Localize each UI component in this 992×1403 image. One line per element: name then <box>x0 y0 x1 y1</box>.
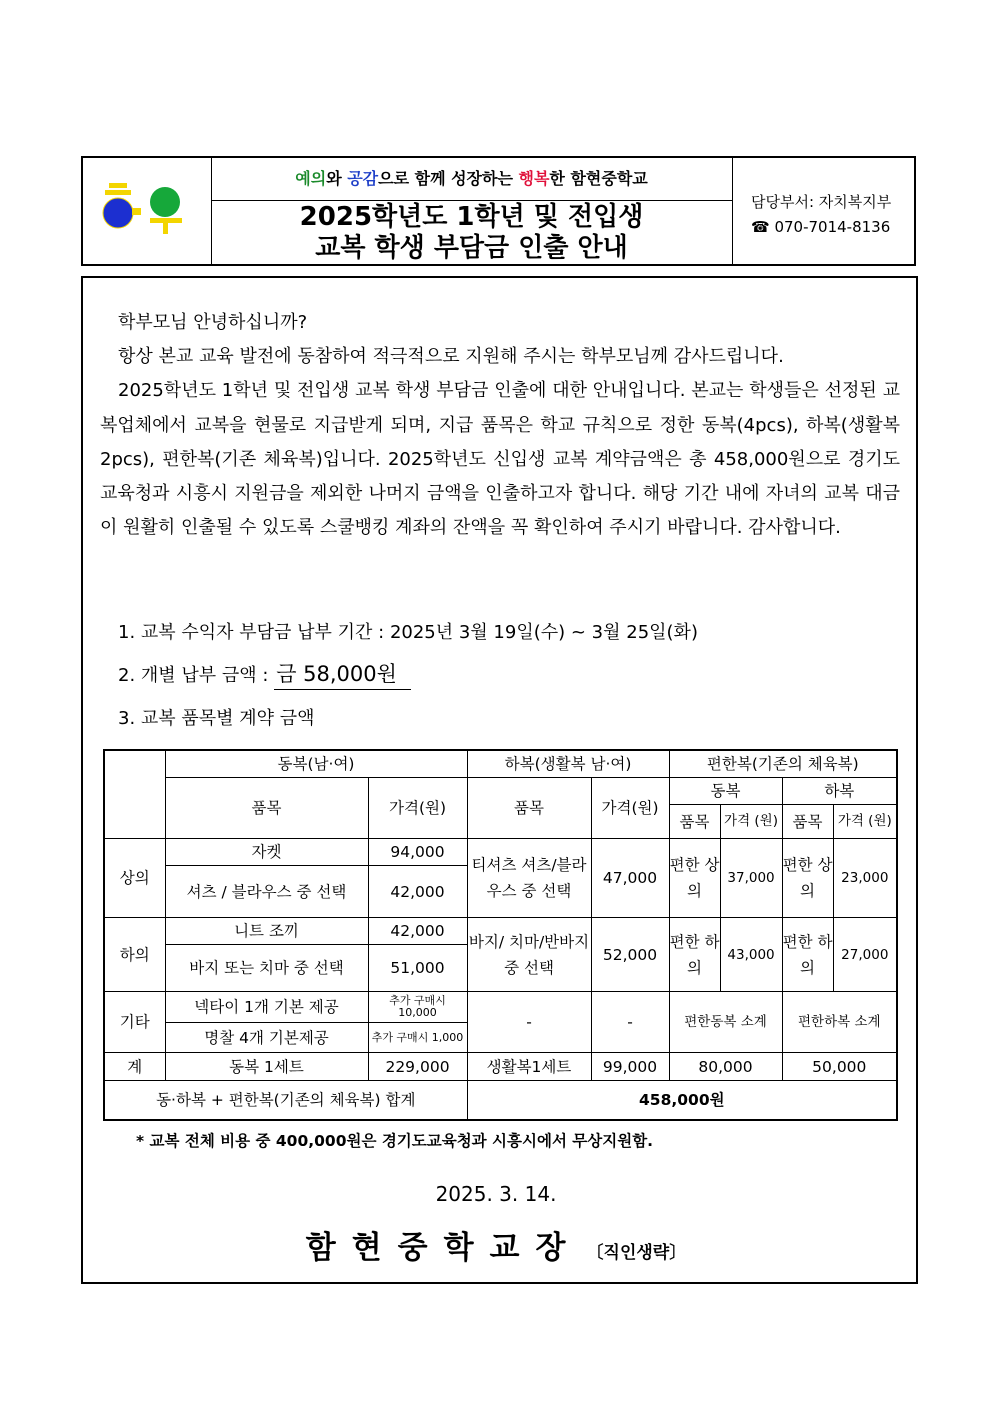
summer-price: - <box>591 992 669 1053</box>
winter-price: 추가 구매시 1,000 <box>368 1023 467 1053</box>
row-label-bottom: 하의 <box>104 918 165 992</box>
winter-item: 넥타이 1개 기본 제공 <box>165 992 368 1023</box>
slogan-word-happiness: 행복 <box>518 169 550 188</box>
header-winter: 동복(남·여) <box>165 750 467 778</box>
contact-info <box>733 158 914 264</box>
comfort-item: 편한 하의 <box>669 918 720 992</box>
comfort-summer-price: 23,000 <box>833 839 897 918</box>
comfort-summer-price: 27,000 <box>833 918 897 992</box>
payment-amount: 금 58,000원 <box>274 658 411 690</box>
comfort-item: 편한 상의 <box>782 839 833 918</box>
principal-name: 함현중학교장 <box>305 1230 582 1266</box>
winter-price: 42,000 <box>368 866 467 918</box>
winter-item: 니트 조끼 <box>165 918 368 945</box>
winter-item: 바지 또는 치마 중 선택 <box>165 945 368 992</box>
summer-item: 바지/ 치마/반바지 중 선택 <box>467 918 591 992</box>
winter-price: 42,000 <box>368 918 467 945</box>
comfort-summer-subtotal-label: 편한하복 소계 <box>782 992 897 1053</box>
comfort-item: 편한 상의 <box>669 839 720 918</box>
comfort-winter-price: 37,000 <box>720 839 782 918</box>
title-line-1: 2025학년도 1학년 및 전입생 <box>299 202 644 232</box>
slogan-text: 으로 함께 성장하는 <box>378 169 519 188</box>
header-comfort-summer: 하복 <box>782 778 897 805</box>
header-item: 품목 <box>467 778 591 839</box>
contract-amount-heading: 3. 교복 품목별 계약 금액 <box>118 708 315 729</box>
school-logo-icon <box>83 158 211 264</box>
summer-price: 52,000 <box>591 918 669 992</box>
header-comfort: 편한복(기존의 체육복) <box>669 750 897 778</box>
payment-period: 1. 교복 수익자 부담금 납부 기간 : 2025년 3월 19일(수) ~ 3월 25일(화) <box>118 622 698 643</box>
department: 담당부서: 자치복지부 <box>751 193 892 211</box>
slogan-word-courtesy: 예의 <box>295 169 327 188</box>
notice-paragraph: 2025학년도 1학년 및 전입생 교복 학생 부담금 인출에 대한 안내입니다. 본교는 학생들은 선정된 교복업체에서 교복을 현물로 지급받게 되며, 지급 품목은 학교 규칙으로 정한 동복(4pcs), 하복(생활복 2pcs), 편한복(기존 체육복)입니다. 2025학년도 신입생 교복 계약금액은 총 458,000원으로 경기도교육청과 시흥시 지원금을 제외한 나머지 금액을 인출하고자 합니다. 해당 기간 내에 자녀의 교복 대금이 원활히 인출될 수 있도록 스쿨뱅킹 계좌의 잔액을 꼭 확인하여 주시기 바랍니다. 감사합니다. <box>100 380 900 539</box>
slogan-word-empathy: 공감 <box>347 169 379 188</box>
winter-price: 94,000 <box>368 839 467 866</box>
issue-date: 2025. 3. 14. <box>435 1182 557 1206</box>
school-logo <box>83 158 212 264</box>
page-title <box>211 202 732 264</box>
thanks-paragraph: 항상 본교 교육 발전에 동참하여 적극적으로 지원해 주시는 학부모님께 감사드립니다. <box>118 346 784 368</box>
winter-price: 51,000 <box>368 945 467 992</box>
summer-total: 99,000 <box>591 1053 669 1081</box>
winter-item: 셔츠 / 블라우스 중 선택 <box>165 866 368 918</box>
row-label-top: 상의 <box>104 839 165 918</box>
summer-price: 47,000 <box>591 839 669 918</box>
payment-amount-label: 2. 개별 납부 금액 : <box>118 665 275 686</box>
winter-price: 추가 구매시 10,000 <box>368 992 467 1023</box>
slogan-text: 한 함현중학교 <box>549 169 648 188</box>
document-header <box>81 156 916 266</box>
header-price: 가격(원) <box>368 778 467 839</box>
comfort-winter-price: 43,000 <box>720 918 782 992</box>
summer-total-label: 생활복1세트 <box>467 1053 591 1081</box>
comfort-winter-subtotal-label: 편한동복 소계 <box>669 992 782 1053</box>
header-item: 품목 <box>669 805 720 839</box>
corner-cell <box>104 750 165 839</box>
header-price: 가격 (원) <box>833 805 897 839</box>
signature-line <box>0 1222 992 1267</box>
intro-text <box>100 306 900 545</box>
seal-omitted: 〔직인생략〕 <box>586 1243 687 1263</box>
winter-item: 명찰 4개 기본제공 <box>165 1023 368 1053</box>
grand-total-label: 동·하복 + 편한복(기존의 체육복) 합계 <box>104 1081 467 1121</box>
header-item: 품목 <box>782 805 833 839</box>
school-slogan <box>211 158 732 201</box>
subsidy-note: * 교복 전체 비용 중 400,000원은 경기도교육청과 시흥시에서 무상지원함. <box>136 1132 654 1150</box>
slogan-text: 와 <box>326 169 348 188</box>
summer-item: 티셔츠 셔츠/블라우스 중 선택 <box>467 839 591 918</box>
winter-total-label: 동복 1세트 <box>165 1053 368 1081</box>
winter-total: 229,000 <box>368 1053 467 1081</box>
greeting: 학부모님 안녕하십니까? <box>118 312 308 333</box>
row-label-etc: 기타 <box>104 992 165 1053</box>
header-price: 가격(원) <box>591 778 669 839</box>
comfort-winter-total: 80,000 <box>669 1053 782 1081</box>
header-summer: 하복(생활복 남·여) <box>467 750 669 778</box>
phone-number: ☎ 070-7014-8136 <box>751 218 891 236</box>
header-item: 품목 <box>165 778 368 839</box>
header-price: 가격 (원) <box>720 805 782 839</box>
header-title-area <box>211 158 733 264</box>
payment-amount-line <box>118 658 411 690</box>
header-comfort-winter: 동복 <box>669 778 782 805</box>
uniform-price-table <box>103 749 898 1121</box>
comfort-item: 편한 하의 <box>782 918 833 992</box>
winter-item: 자켓 <box>165 839 368 866</box>
comfort-summer-total: 50,000 <box>782 1053 897 1081</box>
row-label-sum: 계 <box>104 1053 165 1081</box>
title-line-2: 교복 학생 부담금 인출 안내 <box>315 233 628 263</box>
grand-total: 458,000원 <box>467 1081 897 1121</box>
summer-item: - <box>467 992 591 1053</box>
